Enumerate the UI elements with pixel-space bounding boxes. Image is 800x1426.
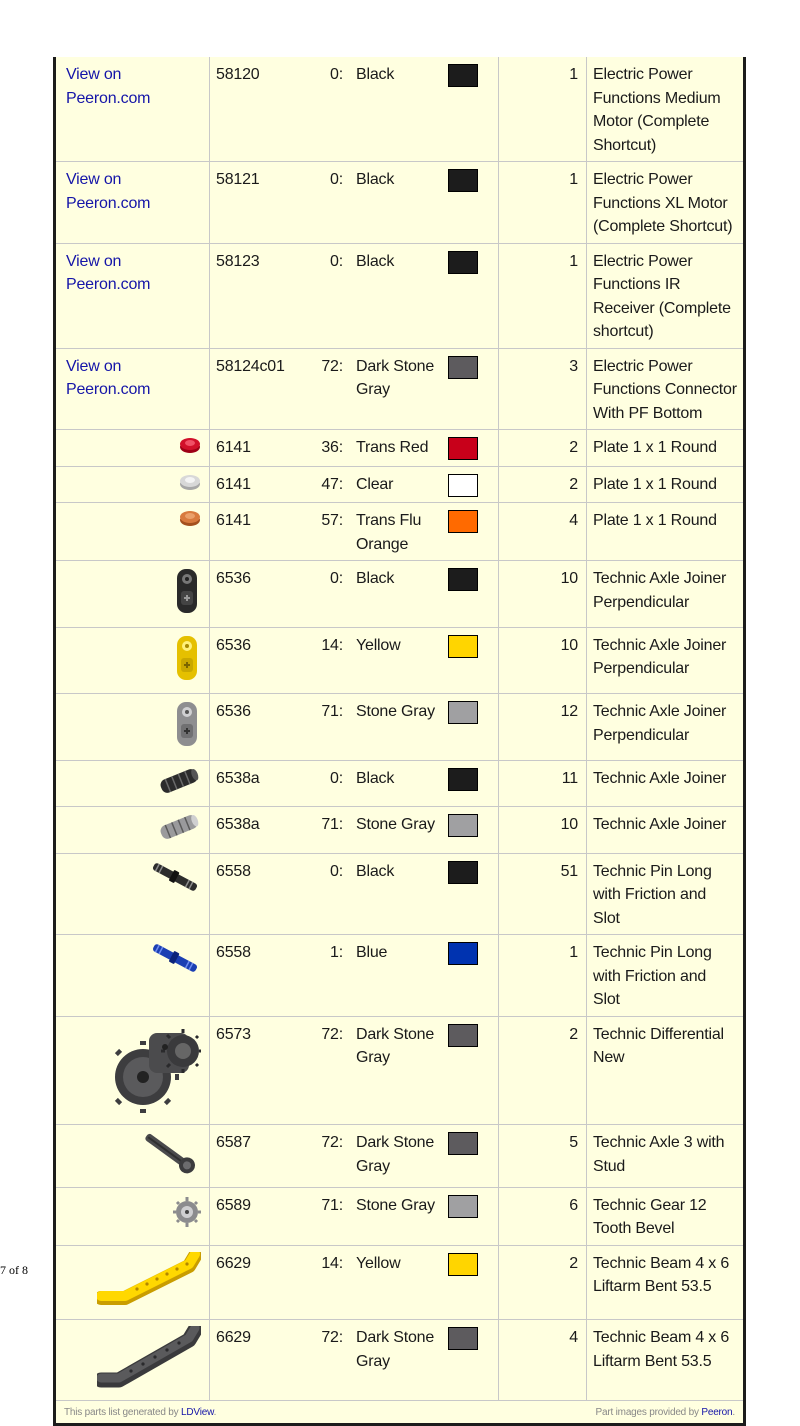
quantity: 11 xyxy=(499,760,587,807)
part-description: Technic Axle Joiner Perpendicular xyxy=(587,561,744,628)
quantity: 2 xyxy=(499,1016,587,1125)
color-swatch xyxy=(448,1132,478,1155)
view-on-peeron-link[interactable]: View on Peeron.com xyxy=(66,252,151,293)
quantity: 10 xyxy=(499,627,587,694)
color-swatch-cell xyxy=(442,935,499,1017)
color-swatch xyxy=(448,437,478,460)
round-plate-red-icon xyxy=(179,436,201,454)
axle-joiner-perpendicular-yellow-icon xyxy=(173,634,201,682)
bevel-gear-icon xyxy=(173,1194,201,1230)
color-code: 72: xyxy=(297,1125,345,1188)
part-description: Technic Pin Long with Friction and Slot xyxy=(587,935,744,1017)
quantity: 1 xyxy=(499,243,587,348)
color-code: 71: xyxy=(297,807,345,854)
footer-left-text: This parts list generated by xyxy=(64,1406,182,1418)
part-description: Electric Power Functions Connector With PF Bottom xyxy=(587,348,744,430)
bent-liftarm-gray-icon xyxy=(97,1326,201,1388)
color-name: Black xyxy=(345,760,442,807)
part-number: 6587 xyxy=(210,1125,298,1188)
page-number: 7 of 8 xyxy=(0,1263,28,1277)
color-name: Stone Gray xyxy=(345,1187,442,1245)
color-name: Stone Gray xyxy=(345,807,442,854)
round-plate-orange-icon xyxy=(179,509,201,527)
differential-gear-icon xyxy=(109,1023,201,1113)
part-image-cell xyxy=(56,57,210,162)
color-code: 0: xyxy=(297,243,345,348)
part-image-cell xyxy=(56,466,210,503)
color-name: Yellow xyxy=(345,1245,442,1320)
color-code: 1: xyxy=(297,935,345,1017)
part-image-cell xyxy=(56,760,210,807)
color-swatch xyxy=(448,64,478,87)
color-swatch xyxy=(448,1024,478,1047)
color-code: 0: xyxy=(297,760,345,807)
color-code: 72: xyxy=(297,1016,345,1125)
part-image-cell xyxy=(56,935,210,1017)
part-row xyxy=(56,627,743,694)
part-number: 58124c01 xyxy=(210,348,298,430)
part-number: 6589 xyxy=(210,1187,298,1245)
pin-long-blue-icon xyxy=(149,941,201,975)
parts-list xyxy=(53,57,746,1426)
color-swatch xyxy=(448,1327,478,1350)
part-description: Plate 1 x 1 Round xyxy=(587,430,744,467)
color-swatch xyxy=(448,1195,478,1218)
color-swatch-cell xyxy=(442,1187,499,1245)
axle-joiner-black-icon xyxy=(157,767,201,795)
peeron-credit-link[interactable]: Peeron xyxy=(701,1406,733,1418)
part-description: Technic Axle 3 with Stud xyxy=(587,1125,744,1188)
color-swatch-cell xyxy=(442,1016,499,1125)
part-row xyxy=(56,561,743,628)
color-swatch-cell xyxy=(442,466,499,503)
footer-right-text: Part images provided by xyxy=(595,1406,702,1418)
part-image-cell xyxy=(56,162,210,244)
part-row xyxy=(56,1187,743,1245)
color-code: 14: xyxy=(297,627,345,694)
part-description: Plate 1 x 1 Round xyxy=(587,503,744,561)
quantity: 12 xyxy=(499,694,587,761)
axle-joiner-perpendicular-black-icon xyxy=(173,567,201,615)
part-row xyxy=(56,807,743,854)
part-number: 6558 xyxy=(210,853,298,935)
color-swatch xyxy=(448,474,478,497)
part-image-cell xyxy=(56,561,210,628)
color-name: Dark Stone Gray xyxy=(345,1320,442,1401)
color-swatch xyxy=(448,861,478,884)
part-number: 58123 xyxy=(210,243,298,348)
color-name: Dark Stone Gray xyxy=(345,1125,442,1188)
color-swatch-cell xyxy=(442,503,499,561)
part-image-cell xyxy=(56,1245,210,1320)
part-row xyxy=(56,348,743,430)
color-swatch xyxy=(448,1253,478,1276)
color-code: 72: xyxy=(297,348,345,430)
color-swatch xyxy=(448,568,478,591)
quantity: 3 xyxy=(499,348,587,430)
part-row xyxy=(56,1245,743,1320)
part-number: 58120 xyxy=(210,57,298,162)
quantity: 4 xyxy=(499,1320,587,1401)
color-code: 71: xyxy=(297,694,345,761)
color-code: 71: xyxy=(297,1187,345,1245)
color-name: Trans Red xyxy=(345,430,442,467)
quantity: 1 xyxy=(499,57,587,162)
round-plate-clear-icon xyxy=(179,473,201,491)
color-name: Dark Stone Gray xyxy=(345,348,442,430)
color-swatch-cell xyxy=(442,57,499,162)
part-image-cell xyxy=(56,853,210,935)
part-row xyxy=(56,935,743,1017)
quantity: 4 xyxy=(499,503,587,561)
view-on-peeron-link[interactable]: View on Peeron.com xyxy=(66,357,151,398)
color-swatch xyxy=(448,768,478,791)
part-description: Electric Power Functions Medium Motor (Complete Shortcut) xyxy=(587,57,744,162)
color-swatch-cell xyxy=(442,694,499,761)
color-swatch-cell xyxy=(442,760,499,807)
color-code: 47: xyxy=(297,466,345,503)
color-name: Trans Flu Orange xyxy=(345,503,442,561)
color-name: Black xyxy=(345,57,442,162)
part-number: 6538a xyxy=(210,760,298,807)
parts-footer xyxy=(56,1400,743,1423)
quantity: 51 xyxy=(499,853,587,935)
color-swatch-cell xyxy=(442,430,499,467)
part-image-cell xyxy=(56,694,210,761)
part-description: Technic Axle Joiner xyxy=(587,807,744,854)
color-name: Clear xyxy=(345,466,442,503)
part-row xyxy=(56,1016,743,1125)
footer-left xyxy=(56,1400,442,1423)
part-row xyxy=(56,162,743,244)
part-number: 6141 xyxy=(210,503,298,561)
part-description: Electric Power Functions IR Receiver (Complete shortcut) xyxy=(587,243,744,348)
part-row xyxy=(56,243,743,348)
color-swatch-cell xyxy=(442,853,499,935)
part-image-cell xyxy=(56,430,210,467)
part-description: Technic Axle Joiner xyxy=(587,760,744,807)
part-row xyxy=(56,853,743,935)
color-code: 72: xyxy=(297,1320,345,1401)
quantity: 2 xyxy=(499,1245,587,1320)
part-description: Technic Beam 4 x 6 Liftarm Bent 53.5 xyxy=(587,1245,744,1320)
color-name: Black xyxy=(345,162,442,244)
axle-joiner-gray-icon xyxy=(157,813,201,841)
part-row xyxy=(56,466,743,503)
color-code: 0: xyxy=(297,57,345,162)
part-row xyxy=(56,430,743,467)
part-description: Technic Beam 4 x 6 Liftarm Bent 53.5 xyxy=(587,1320,744,1401)
part-description: Plate 1 x 1 Round xyxy=(587,466,744,503)
part-row xyxy=(56,694,743,761)
ldview-link[interactable]: LDView xyxy=(181,1406,214,1418)
part-description: Technic Axle Joiner Perpendicular xyxy=(587,694,744,761)
part-description: Electric Power Functions XL Motor (Complete Shortcut) xyxy=(587,162,744,244)
color-swatch-cell xyxy=(442,627,499,694)
view-on-peeron-link[interactable]: View on Peeron.com xyxy=(66,66,151,107)
color-swatch-cell xyxy=(442,162,499,244)
color-code: 36: xyxy=(297,430,345,467)
part-row xyxy=(56,1125,743,1188)
part-image-cell xyxy=(56,1320,210,1401)
footer-left-period: . xyxy=(213,1406,217,1418)
color-swatch-cell xyxy=(442,348,499,430)
part-row xyxy=(56,1320,743,1401)
color-name: Dark Stone Gray xyxy=(345,1016,442,1125)
axle-with-stud-icon xyxy=(139,1131,201,1175)
part-number: 6573 xyxy=(210,1016,298,1125)
color-swatch xyxy=(448,942,478,965)
part-number: 6538a xyxy=(210,807,298,854)
color-name: Black xyxy=(345,561,442,628)
color-swatch xyxy=(448,635,478,658)
quantity: 2 xyxy=(499,466,587,503)
color-name: Black xyxy=(345,243,442,348)
part-number: 6141 xyxy=(210,466,298,503)
color-name: Stone Gray xyxy=(345,694,442,761)
color-swatch-cell xyxy=(442,243,499,348)
part-number: 6629 xyxy=(210,1245,298,1320)
color-code: 0: xyxy=(297,162,345,244)
color-swatch xyxy=(448,814,478,837)
parts-table xyxy=(56,57,743,1423)
color-code: 14: xyxy=(297,1245,345,1320)
part-description: Technic Axle Joiner Perpendicular xyxy=(587,627,744,694)
color-name: Blue xyxy=(345,935,442,1017)
part-number: 58121 xyxy=(210,162,298,244)
color-swatch-cell xyxy=(442,561,499,628)
color-name: Black xyxy=(345,853,442,935)
part-row xyxy=(56,57,743,162)
part-description: Technic Gear 12 Tooth Bevel xyxy=(587,1187,744,1245)
quantity: 2 xyxy=(499,430,587,467)
quantity: 10 xyxy=(499,561,587,628)
color-swatch xyxy=(448,701,478,724)
part-row xyxy=(56,503,743,561)
part-description: Technic Pin Long with Friction and Slot xyxy=(587,853,744,935)
color-swatch xyxy=(448,251,478,274)
pin-long-black-icon xyxy=(149,860,201,894)
color-swatch-cell xyxy=(442,1125,499,1188)
quantity: 5 xyxy=(499,1125,587,1188)
view-on-peeron-link[interactable]: View on Peeron.com xyxy=(66,171,151,212)
footer-right-period: . xyxy=(732,1406,735,1418)
part-image-cell xyxy=(56,627,210,694)
part-number: 6141 xyxy=(210,430,298,467)
part-row xyxy=(56,760,743,807)
axle-joiner-perpendicular-gray-icon xyxy=(173,700,201,748)
quantity: 1 xyxy=(499,162,587,244)
part-image-cell xyxy=(56,243,210,348)
quantity: 1 xyxy=(499,935,587,1017)
part-image-cell xyxy=(56,807,210,854)
part-number: 6536 xyxy=(210,561,298,628)
part-image-cell xyxy=(56,1187,210,1245)
part-number: 6629 xyxy=(210,1320,298,1401)
part-number: 6536 xyxy=(210,627,298,694)
part-image-cell xyxy=(56,503,210,561)
color-swatch xyxy=(448,356,478,379)
color-swatch-cell xyxy=(442,807,499,854)
part-image-cell xyxy=(56,348,210,430)
quantity: 10 xyxy=(499,807,587,854)
color-swatch-cell xyxy=(442,1245,499,1320)
quantity: 6 xyxy=(499,1187,587,1245)
color-code: 0: xyxy=(297,561,345,628)
color-name: Yellow xyxy=(345,627,442,694)
color-swatch xyxy=(448,169,478,192)
footer-right xyxy=(442,1400,743,1423)
color-swatch xyxy=(448,510,478,533)
color-code: 0: xyxy=(297,853,345,935)
part-description: Technic Differential New xyxy=(587,1016,744,1125)
part-image-cell xyxy=(56,1016,210,1125)
part-number: 6558 xyxy=(210,935,298,1017)
part-number: 6536 xyxy=(210,694,298,761)
color-code: 57: xyxy=(297,503,345,561)
part-image-cell xyxy=(56,1125,210,1188)
color-swatch-cell xyxy=(442,1320,499,1401)
